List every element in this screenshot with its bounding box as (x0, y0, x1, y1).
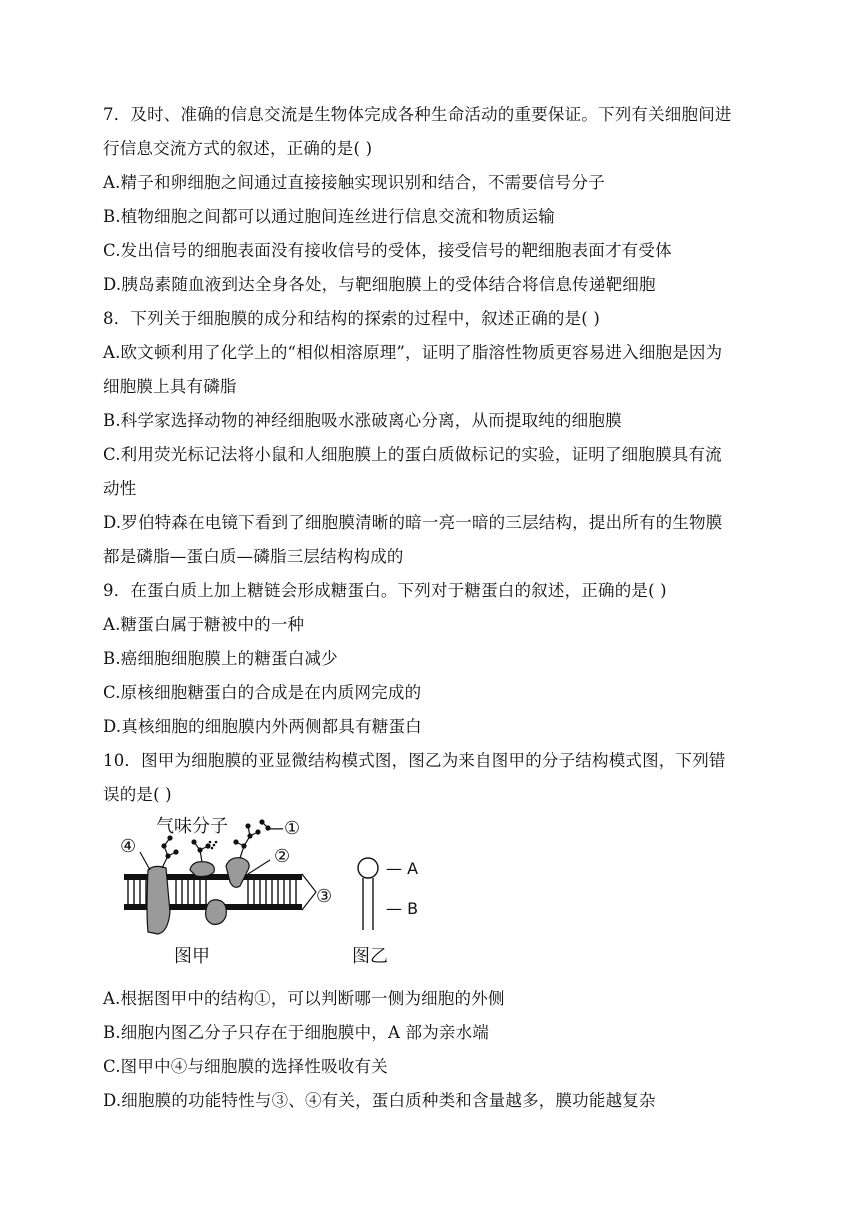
label-B: — B (386, 899, 419, 918)
q9-option-d: D.真核细胞的细胞膜内外两侧都具有糖蛋白 (103, 717, 422, 736)
phospholipid-molecule (358, 858, 378, 930)
q7-stem-line2: 行信息交流方式的叙述，正确的是( ) (103, 139, 373, 158)
transmembrane-protein-4 (147, 866, 170, 934)
inner-protein (206, 900, 227, 925)
q10-stem-line1: 10．图甲为细胞膜的亚显微结构模式图，图乙为来自图甲的分子结构模式图，下列错 (103, 751, 726, 770)
q8-option-c-line1: C.利用荧光标记法将小鼠和人细胞膜上的蛋白质做标记的实验，证明了细胞膜具有流 (103, 445, 722, 464)
q8-option-d-line1: D.罗伯特森在电镜下看到了细胞膜清晰的暗一亮一暗的三层结构，提出所有的生物膜 (103, 513, 723, 532)
q9-stem: 9．在蛋白质上加上糖链会形成糖蛋白。下列对于糖蛋白的叙述，正确的是( ) (103, 581, 667, 600)
q7-option-a: A.精子和卵细胞之间通过直接接触实现识别和结合，不需要信号分子 (103, 173, 605, 192)
receptor-protein-2 (226, 858, 249, 888)
q7-stem-line1: 7．及时、准确的信息交流是生物体完成各种生命活动的重要保证。下列有关细胞间进 (103, 105, 732, 124)
q10-option-d: D.细胞膜的功能特性与③、④有关，蛋白质种类和含量越多，膜功能越复杂 (103, 1091, 656, 1110)
q7-option-d: D.胰岛素随血液到达全身各处，与靶细胞膜上的受体结合将信息传递靶细胞 (103, 275, 656, 294)
label-2: ② (274, 846, 291, 867)
q8-option-a-line2: 细胞膜上具有磷脂 (103, 377, 237, 396)
q7-option-b: B.植物细胞之间都可以通过胞间连丝进行信息交流和物质运输 (103, 207, 555, 226)
q10-option-c: C.图甲中④与细胞膜的选择性吸收有关 (103, 1057, 388, 1076)
label-odor-molecule: 气味分子 (156, 816, 228, 837)
q9-option-c: C.原核细胞糖蛋白的合成是在内质网完成的 (103, 683, 422, 702)
caption-figure-yi: 图乙 (352, 946, 388, 967)
label-A: — A (386, 859, 419, 878)
q8-option-c-line2: 动性 (103, 479, 137, 498)
q8-option-d-line2: 都是磷脂—蛋白质—磷脂三层结构构成的 (103, 547, 404, 566)
q10-stem-line2: 误的是( ) (103, 785, 172, 804)
q9-option-a: A.糖蛋白属于糖被中的一种 (103, 615, 305, 634)
q9-option-b: B.癌细胞细胞膜上的糖蛋白减少 (103, 649, 338, 668)
q10-option-b: B.细胞内图乙分子只存在于细胞膜中，A 部为亲水端 (103, 1023, 490, 1042)
membrane-figure (118, 812, 438, 976)
caption-figure-jia: 图甲 (174, 946, 210, 967)
q8-option-a-line1: A.欧文顿利用了化学上的“相似相溶原理”，证明了脂溶性物质更容易进入细胞是因为 (103, 343, 723, 362)
label-4: ④ (120, 836, 137, 857)
peripheral-protein (190, 862, 214, 877)
q10-option-a: A.根据图甲中的结构①，可以判断哪一侧为细胞的外侧 (103, 989, 505, 1008)
label-1: —① (266, 818, 301, 839)
q7-option-c: C.发出信号的细胞表面没有接收信号的受体，接受信号的靶细胞表面才有受体 (103, 241, 672, 260)
label-3: ③ (316, 886, 333, 907)
q8-stem: 8．下列关于细胞膜的成分和结构的探索的过程中，叙述正确的是( ) (103, 309, 601, 328)
q8-option-b: B.科学家选择动物的神经细胞吸水涨破离心分离，从而提取纯的细胞膜 (103, 411, 622, 430)
